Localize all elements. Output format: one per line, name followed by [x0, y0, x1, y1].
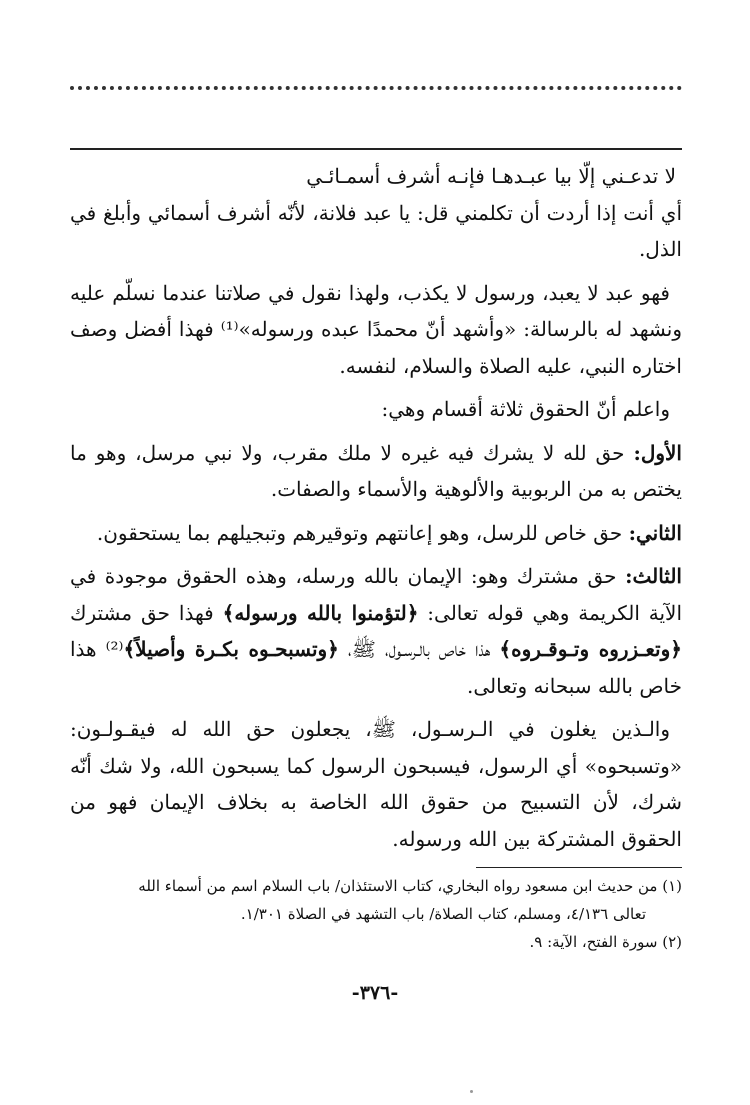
footnote-2: (٢) سورة الفتح، الآية: ٩.	[529, 933, 682, 951]
footnote-1-line-1: (١) من حديث ابن مسعود رواه البخاري، كتاب الاستئذان/ باب السلام اسم من أسماء الله	[138, 877, 682, 895]
footnotes	[70, 872, 682, 956]
paragraph-1: أي أنت إذا أردت أن تكلمني قل: يا عبد فلانة، لأنّه أشرف أسمائي وأبلغ في الذل.	[70, 200, 682, 261]
second-right	[70, 515, 682, 552]
quran-quote-3: ﴿وتسبحـوه بكـرة وأصيلاً﴾	[123, 637, 339, 661]
paragraph-4: والـذين يغلون في الـرسـول، ﷺ، يجعلون حق الله له فيقـولـون: «وتسبحوه» أي الرسول، فيسبحون الرسول كما يسبحون الله، ولا شك أنّه شرك، لأن التسبيح من حقوق الله الخاصة به بخلاف الإيمان فهو من الحقوق المشتركة بين الله ورسوله.	[70, 717, 682, 851]
third-text-b: فهذا حق مشترك	[70, 600, 214, 625]
footnote-rule	[476, 867, 682, 868]
third-label: الثالث:	[625, 564, 682, 588]
third-text-a: حق مشترك وهو: الإيمان بالله ورسله، وهذه الحقوق موجودة في الآية الكريمة وهي قوله تعالى:	[70, 564, 683, 625]
main-text	[70, 158, 682, 864]
third-right	[70, 558, 682, 704]
third-text-d: ⁽²⁾ هذا خاص بالله سبحانه وتعالى.	[70, 637, 682, 698]
paragraph-2: فهو عبد لا يعبد، ورسول لا يكذب، ولهذا نقول في صلاتنا عندما نسلّم عليه ونشهد له بالرسالة: «وأشهد أنّ محمدًا عبده ورسوله»⁽¹⁾ فهذا أفضل وصف اختاره النبي، عليه الصلاة والسلام، لنفسه.	[70, 280, 682, 378]
footnote-1-line-2: تعالى ٤/١٣٦، ومسلم، كتاب الصلاة/ باب التشهد في الصلاة ١/٣٠١.	[240, 905, 646, 923]
first-right	[70, 435, 682, 508]
verse-line: لا تدعـني إلّا بيا عبـدهـا فإنـه أشرف أسمـائـي	[306, 164, 676, 188]
first-label: الأول:	[633, 440, 682, 465]
third-text-c: هذا خاص بالـرسـول، ﷺ،	[347, 637, 491, 661]
header-rule	[70, 148, 682, 150]
paragraph-3: واعلم أنّ الحقوق ثلاثة أقسام وهي:	[381, 397, 670, 421]
second-text: حق خاص للرسل، وهو إعانتهم وتوقيرهم وتبجيلهم بما يستحقون.	[96, 520, 623, 545]
quran-quote-2: ﴿وتعـزروه وتـوقـروه﴾	[499, 637, 683, 661]
poetry-verse	[70, 158, 682, 195]
dotted-header-line	[70, 86, 682, 90]
page-number: -٣٧٦-	[351, 982, 399, 1004]
scan-mark	[470, 1090, 473, 1093]
quran-quote-1: ﴿لتؤمنوا بالله ورسوله﴾	[222, 600, 419, 625]
second-label: الثاني:	[628, 520, 682, 545]
first-text: حق لله لا يشرك فيه غيره لا ملك مقرب، ولا نبي مرسل، وهو ما يختص به من الربوبية والألوهية والأسماء والصفات.	[70, 440, 682, 501]
